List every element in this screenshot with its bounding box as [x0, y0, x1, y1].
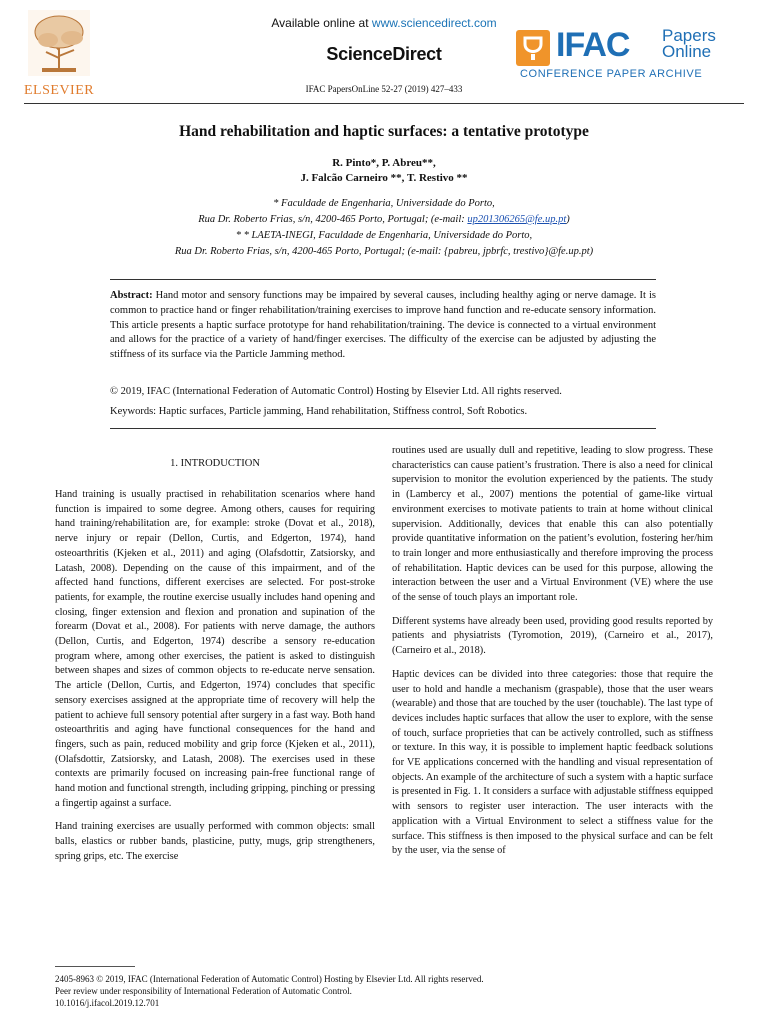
- ifac-emblem-icon: [516, 30, 550, 66]
- paragraph: routines used are usually dull and repetitive, leading to slow progress. These characteristics can cause patient’s frustration. There is also a need for clinical supervision to monitor the evolution experienced by the patients. The study in (Lambercy et al., 2007) mentions the potential of game-like virtual environment exercises to motivate patients to train at home without clinical supervision. Additionally, devices that enable this can also potentially provide quantitative information on the patient’s evolution, fostering her/him to train longer and more enthusiastically and therefore improving the process of rehabilitation. Haptic devices can be used for this purpose, allowing the interaction between the user and a Virtual Environment (VE) where the use of the sense of touch plays an important role.: [392, 445, 713, 604]
- paragraph: Hand training is usually practised in rehabilitation scenarios where hand function is impaired to some degree. Among others, causes for requiring hand training/rehabilitation are, for example: stroke (Dovat et al., 2018), nerve injury or repair (Dellon, Curtis, and Edgerton, 1974), hand osteoarthritis (Kjeken et al., 2011) and aging (Olafsdottir, Zatsiorsky, and Latash, 2008). Depending on the cause of this impairment, and of the affected hand functions, different exercises are selected. For post-stroke patients, for example, the routine exercise usually includes hand opening and closing, finger extension and flexion and pronation and supination of the forearm (Dovat et al., 2008). For patients with nerve damage, the authors (Dellon, Curtis, and Edgerton, 1974) describe a sensory re-education program where, among other exercises, the patient is asked to distinguish between shapes and sizes of common objects to re-educate nerve sensation. The article (Dellon, Curtis, and Edgerton, 1974) concludes that specific sensory exercises assigned at the appropriate time of recovery will help the patient to achieve full sensory potential after surgery in a fast way. Both hand osteoarthritis and aging have functional consequences for the hand and fingers, such as pain, reduced mobility and grip force (Kjeken et al., 2011), (Olafsdottir, Zatsiorsky, and Latash, 2008). The exercises used in these contexts are primarily focused on increasing pain-free functional range of hand motion and functional strength, including gripping, pinching or pressing a fingertip against a surface.: [55, 489, 376, 809]
- footer-doi[interactable]: 10.1016/j.ifacol.2019.12.701: [55, 998, 160, 1008]
- footer-copyright: 2405-8963 © 2019, IFAC (International Federation of Automatic Control) Hosting by Elsevier Ltd. All rights reserved.: [55, 974, 484, 984]
- right-column: [392, 444, 713, 868]
- authors-line-1: R. Pinto*, P. Abreu**,: [332, 157, 436, 169]
- affiliation-3: * * LAETA-INEGI, Faculdade de Engenharia, Universidade do Porto,: [235, 230, 533, 241]
- journal-reference: IFAC PapersOnLine 52-27 (2019) 427–433: [305, 84, 463, 94]
- sciencedirect-link[interactable]: www.sciencedirect.com: [371, 16, 497, 30]
- keywords-label: Keywords: [110, 406, 154, 417]
- ifac-wordmark: IFAC: [556, 26, 630, 64]
- authors-line-2: J. Falcão Carneiro **, T. Restivo **: [300, 172, 468, 184]
- paper-title: Hand rehabilitation and haptic surfaces: a tentative prototype: [179, 123, 589, 140]
- paragraph: Different systems have already been used, providing good results reported by patients and physiatrists (Tyromotion, 2019), (Carneiro et al., 2017), (Carneiro et al., 2018).: [392, 615, 713, 657]
- affiliation-4: Rua Dr. Roberto Frias, s/n, 4200-465 Porto, Portugal; (e-mail: {pabreu, jpbrfc, trestivo}@fe.up.pt): [174, 246, 594, 257]
- copyright-notice: © 2019, IFAC (International Federation of Automatic Control) Hosting by Elsevier Ltd. All rights reserved.: [110, 386, 562, 397]
- ifac-papers-label: Papers: [662, 26, 716, 45]
- abstract-label: Abstract:: [110, 290, 153, 301]
- footer: [55, 973, 484, 1009]
- keywords-text: : Haptic surfaces, Particle jamming, Hand rehabilitation, Stiffness control, Soft Robotics.: [153, 406, 528, 417]
- left-column: [55, 488, 375, 874]
- elsevier-wordmark: ELSEVIER: [24, 83, 95, 98]
- abstract: [110, 289, 656, 363]
- author-email-link[interactable]: up201306265@fe.up.pt: [467, 214, 567, 225]
- sciencedirect-brand: ScienceDirect: [326, 44, 442, 64]
- abstract-text: Hand motor and sensory functions may be impaired by several causes, including healthy aging or nerve damage. It is common to practice hand or finger rehabilitation/training exercises to improve hand function and re-educate sensory information. This article presents a haptic surface prototype for hand rehabilitation/training. The device is connected to a virtual environment and allows for the practice of a variety of hand/finger exercises. The difficulty of the exercise can be adjusted by adjusting the stiffness of its surface via the Particle Jamming method.: [110, 290, 656, 361]
- section-heading: 1. INTRODUCTION: [170, 458, 260, 469]
- affiliation-2-text: Rua Dr. Roberto Frias, s/n, 4200-465 Porto, Portugal; (e-mail:: [198, 214, 468, 225]
- affiliation-2: [0, 212, 768, 228]
- footer-peer-review: Peer review under responsibility of International Federation of Automatic Control.: [55, 986, 352, 996]
- header-divider: [24, 103, 744, 104]
- footer-rule: [55, 966, 135, 967]
- paragraph: Haptic devices can be divided into three categories: those that require the user to hold and handle a mechanism (graspable), those that the user wears (wearable) and those that are touched by the user (touchable). The last type of devices includes haptic surfaces that allow the user to explore, with the sense of touch, surface proprieties that can be actively controlled, such as stiffness or texture. In this way, it is possible to implement haptic feedback solutions for VE applications concerned with the handling and visual representation of objects. An example of the architecture of such a system with a haptic surface is presented in Fig. 1. It considers a surface with adjustable stiffness equipped with sensors to register user interaction. The user interacts with the application with a Virtual Environment to select a stiffness value for the surface. This stiffness is then imposed to the physical surface and can be felt by the user, via the sense of: [392, 668, 713, 857]
- available-prefix: Available online at: [271, 16, 372, 30]
- author-list: [0, 156, 768, 186]
- abstract-bottom-rule: [110, 428, 656, 429]
- ifac-papersonline-logo: [516, 26, 726, 82]
- keywords: [110, 406, 656, 417]
- ifac-online-label: Online: [662, 42, 712, 61]
- abstract-top-rule: [110, 279, 656, 280]
- ifac-archive-label: CONFERENCE PAPER ARCHIVE: [520, 68, 703, 80]
- affiliations: [0, 196, 768, 260]
- affiliation-2-close: ): [566, 214, 570, 225]
- paragraph: Hand training exercises are usually performed with common objects: small balls, elastics or rubber bands, plasticine, putty, mugs, grip strengtheners, spring grips, etc. The exercise: [55, 821, 375, 862]
- ifac-papers-online: [662, 28, 716, 60]
- affiliation-1: * Faculdade de Engenharia, Universidade do Porto,: [273, 198, 495, 209]
